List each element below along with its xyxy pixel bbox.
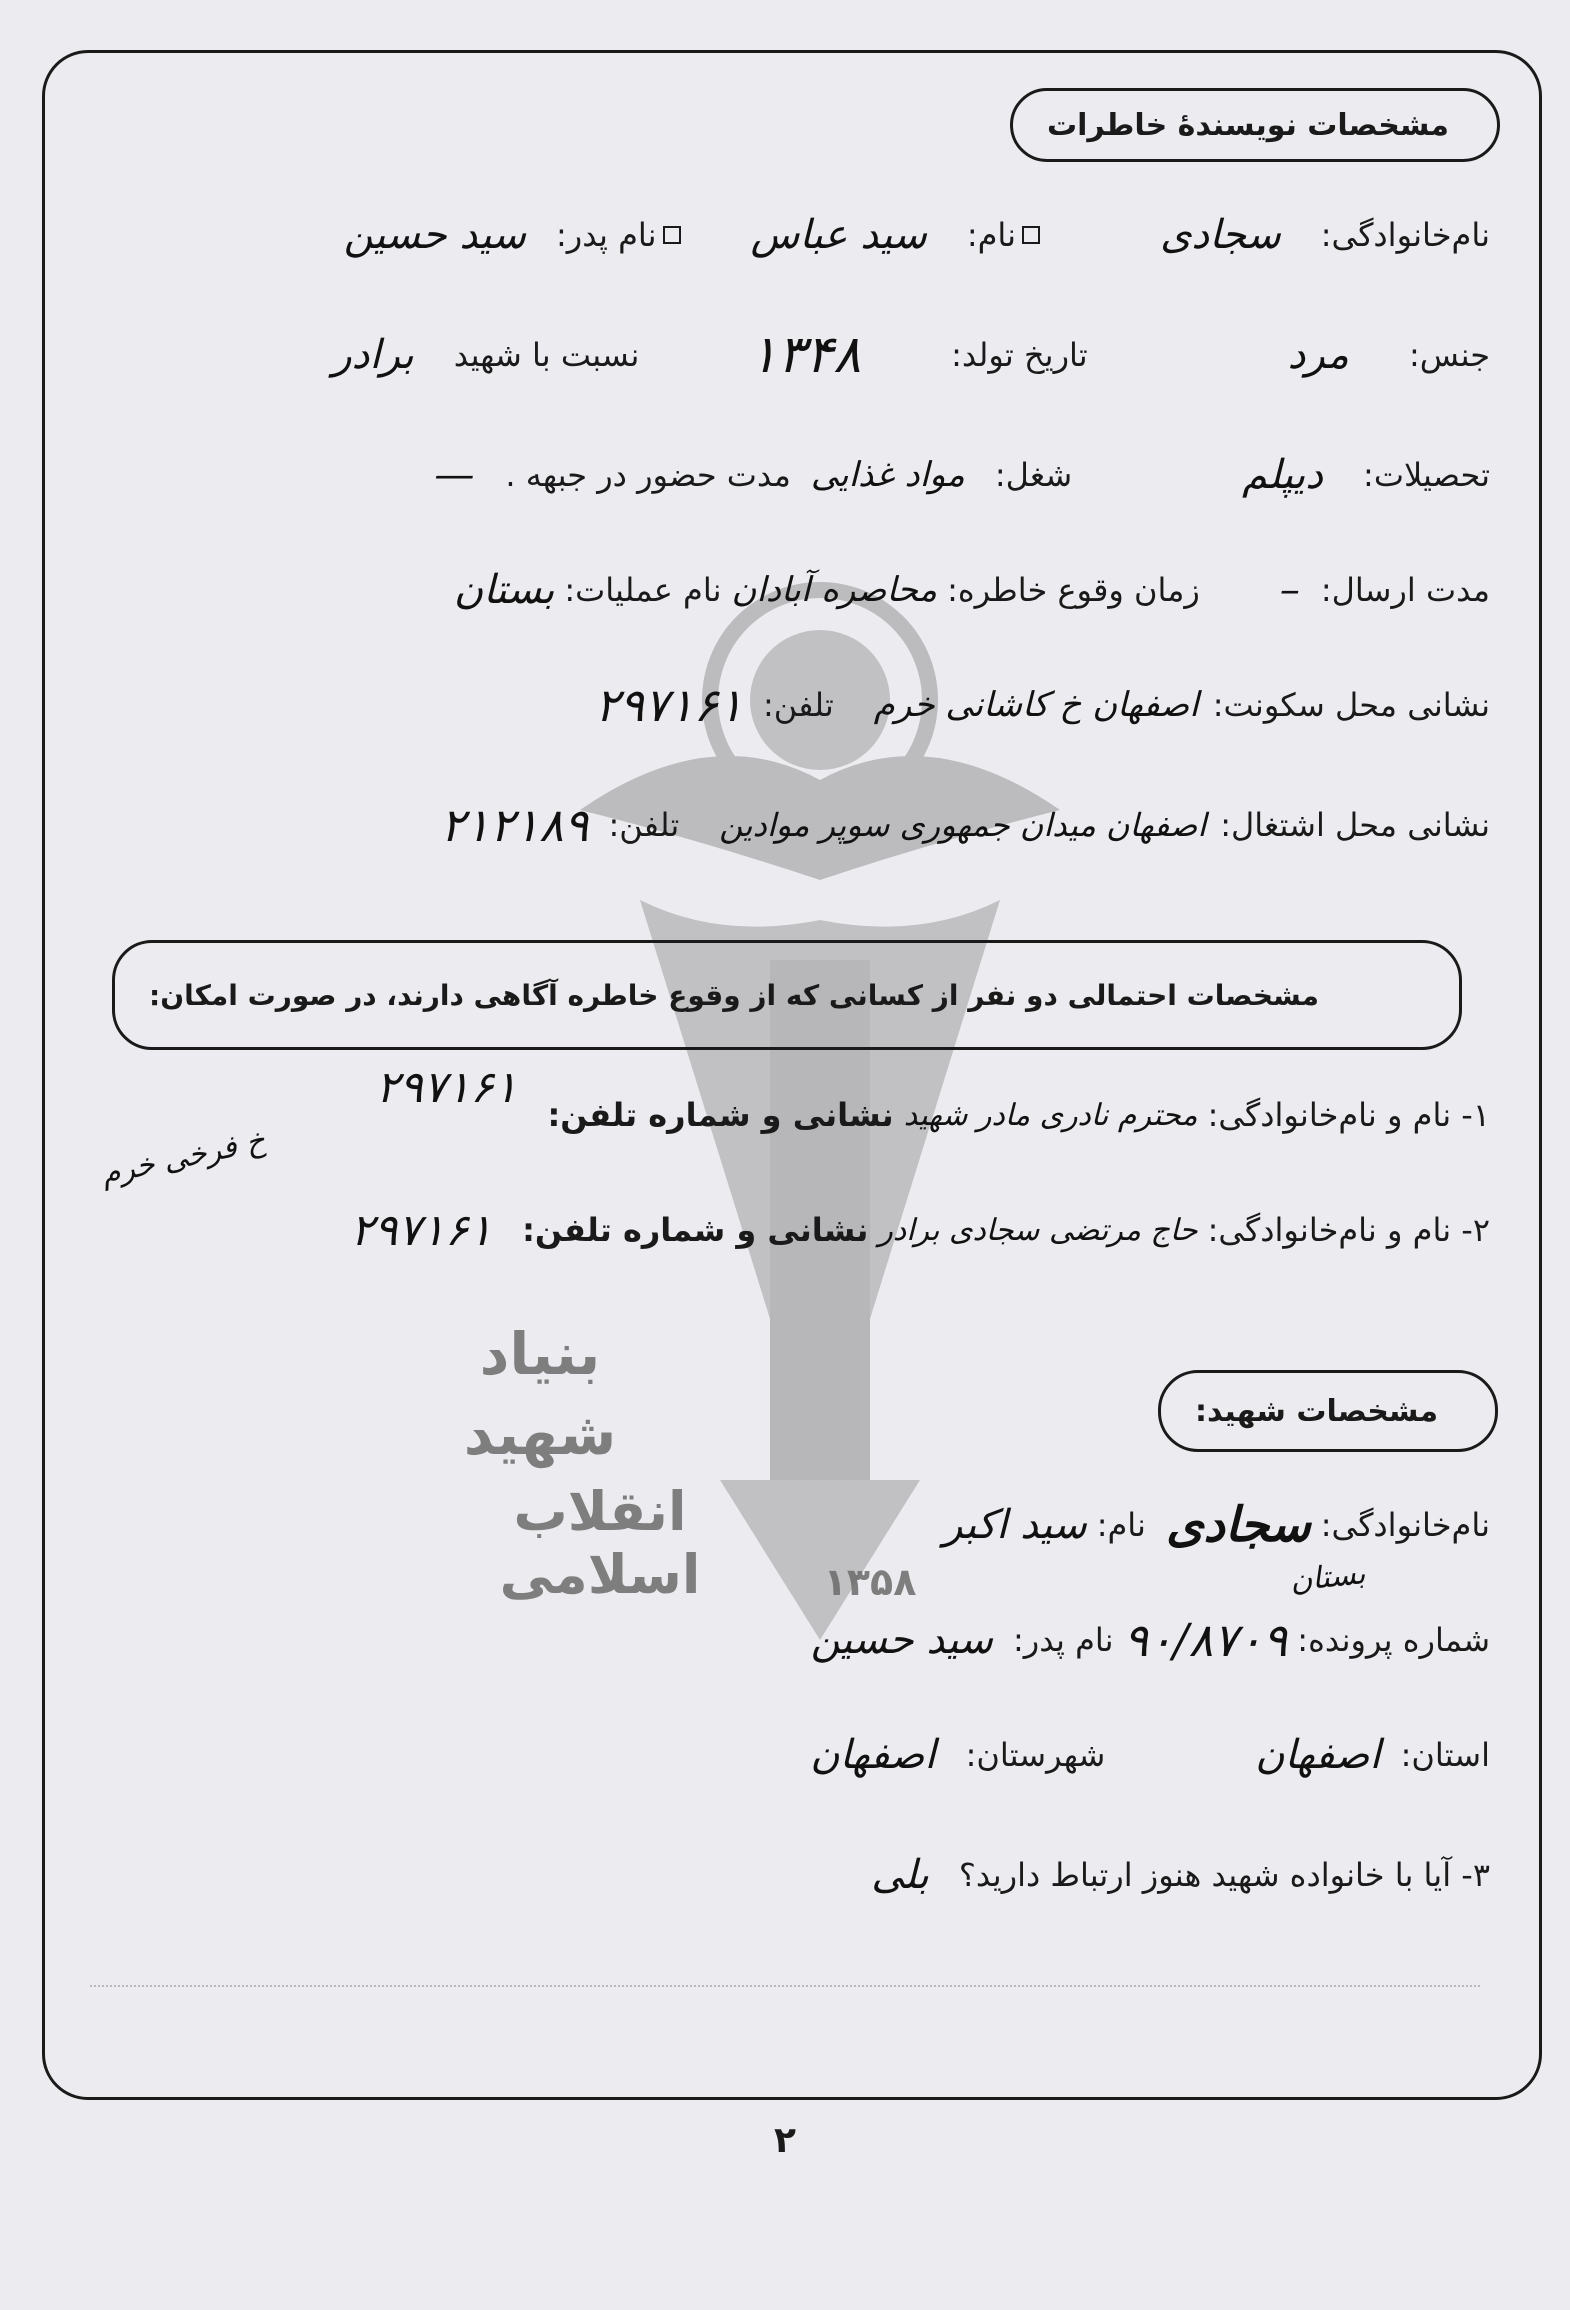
row-witness-2: ۲- نام و نام‌خانوادگی: حاج مرتضی سجادی برادر نشانی و شماره تلفن: ۲۹۷۱۶۱ bbox=[350, 1204, 1490, 1256]
row-witness-1: ۱- نام و نام‌خانوادگی: محترم نادری مادر شهید نشانی و شماره تلفن: ۲۹۷۱۶۱ bbox=[375, 1061, 1490, 1134]
row-martyr-file: شماره پرونده: ۹۰/۸۷۰۹ نام پدر: سید حسین bbox=[810, 1613, 1490, 1667]
row-author-education: تحصیلات: دیپلم شغل: مواد غذایی مدت حضور در جبهه . — bbox=[434, 452, 1490, 498]
section-author-title: مشخصات نویسندهٔ خاطرات bbox=[1010, 88, 1500, 162]
faint-line bbox=[90, 1985, 1480, 1987]
page-number: ۲ bbox=[774, 2120, 796, 2161]
section-martyr-title: مشخصات شهید: bbox=[1158, 1370, 1498, 1452]
checkbox-icon bbox=[1022, 226, 1040, 244]
row-martyr-question: ۳- آیا با خانواده شهید هنوز ارتباط دارید؟ بلی bbox=[871, 1852, 1490, 1898]
witness-1-address: خ فرخی خرم bbox=[98, 1123, 269, 1192]
author-father-value: سید حسین bbox=[343, 212, 526, 258]
row-martyr-names: نام‌خانوادگی: سجادی نام: سید اکبر bbox=[943, 1497, 1490, 1553]
stamp-year: ۱۳۵۸ bbox=[823, 1560, 917, 1604]
row-author-home: نشانی محل سکونت: اصفهان خ کاشانی خرم تلفن: ۲۹۷۱۶۱ bbox=[594, 678, 1490, 732]
author-family-value: سجادی bbox=[1160, 212, 1281, 258]
stamp-line-2: شهید bbox=[463, 1400, 617, 1468]
checkbox-icon bbox=[663, 226, 681, 244]
row-martyr-province: استان: اصفهان شهرستان: اصفهان bbox=[810, 1732, 1490, 1778]
stamp-line-1: بنیاد bbox=[479, 1320, 601, 1388]
row-author-gender: جنس: مرد تاریخ تولد: ۱۳۴۸ نسبت با شهید برادر bbox=[332, 325, 1490, 385]
stamp-line-3: انقلاب اسلامی bbox=[499, 1480, 701, 1606]
row-author-names: نام‌خانوادگی: سجادی نام: سید عباس نام پدر: سید حسین bbox=[343, 212, 1490, 258]
row-author-event: مدت ارسال: – زمان وقوع خاطره: محاصره آبادان نام عملیات: بستان bbox=[453, 567, 1490, 613]
author-name-value: سید عباس bbox=[750, 212, 927, 258]
martyr-annotation: بستان bbox=[1288, 1556, 1367, 1599]
section-witnesses-title: مشخصات احتمالی دو نفر از کسانی که از وقوع خاطره آگاهی دارند، در صورت امکان: bbox=[112, 940, 1462, 1050]
row-author-work: نشانی محل اشتغال: اصفهان میدان جمهوری سوپر موادین تلفن: ۲۱۲۱۸۹ bbox=[440, 798, 1490, 852]
